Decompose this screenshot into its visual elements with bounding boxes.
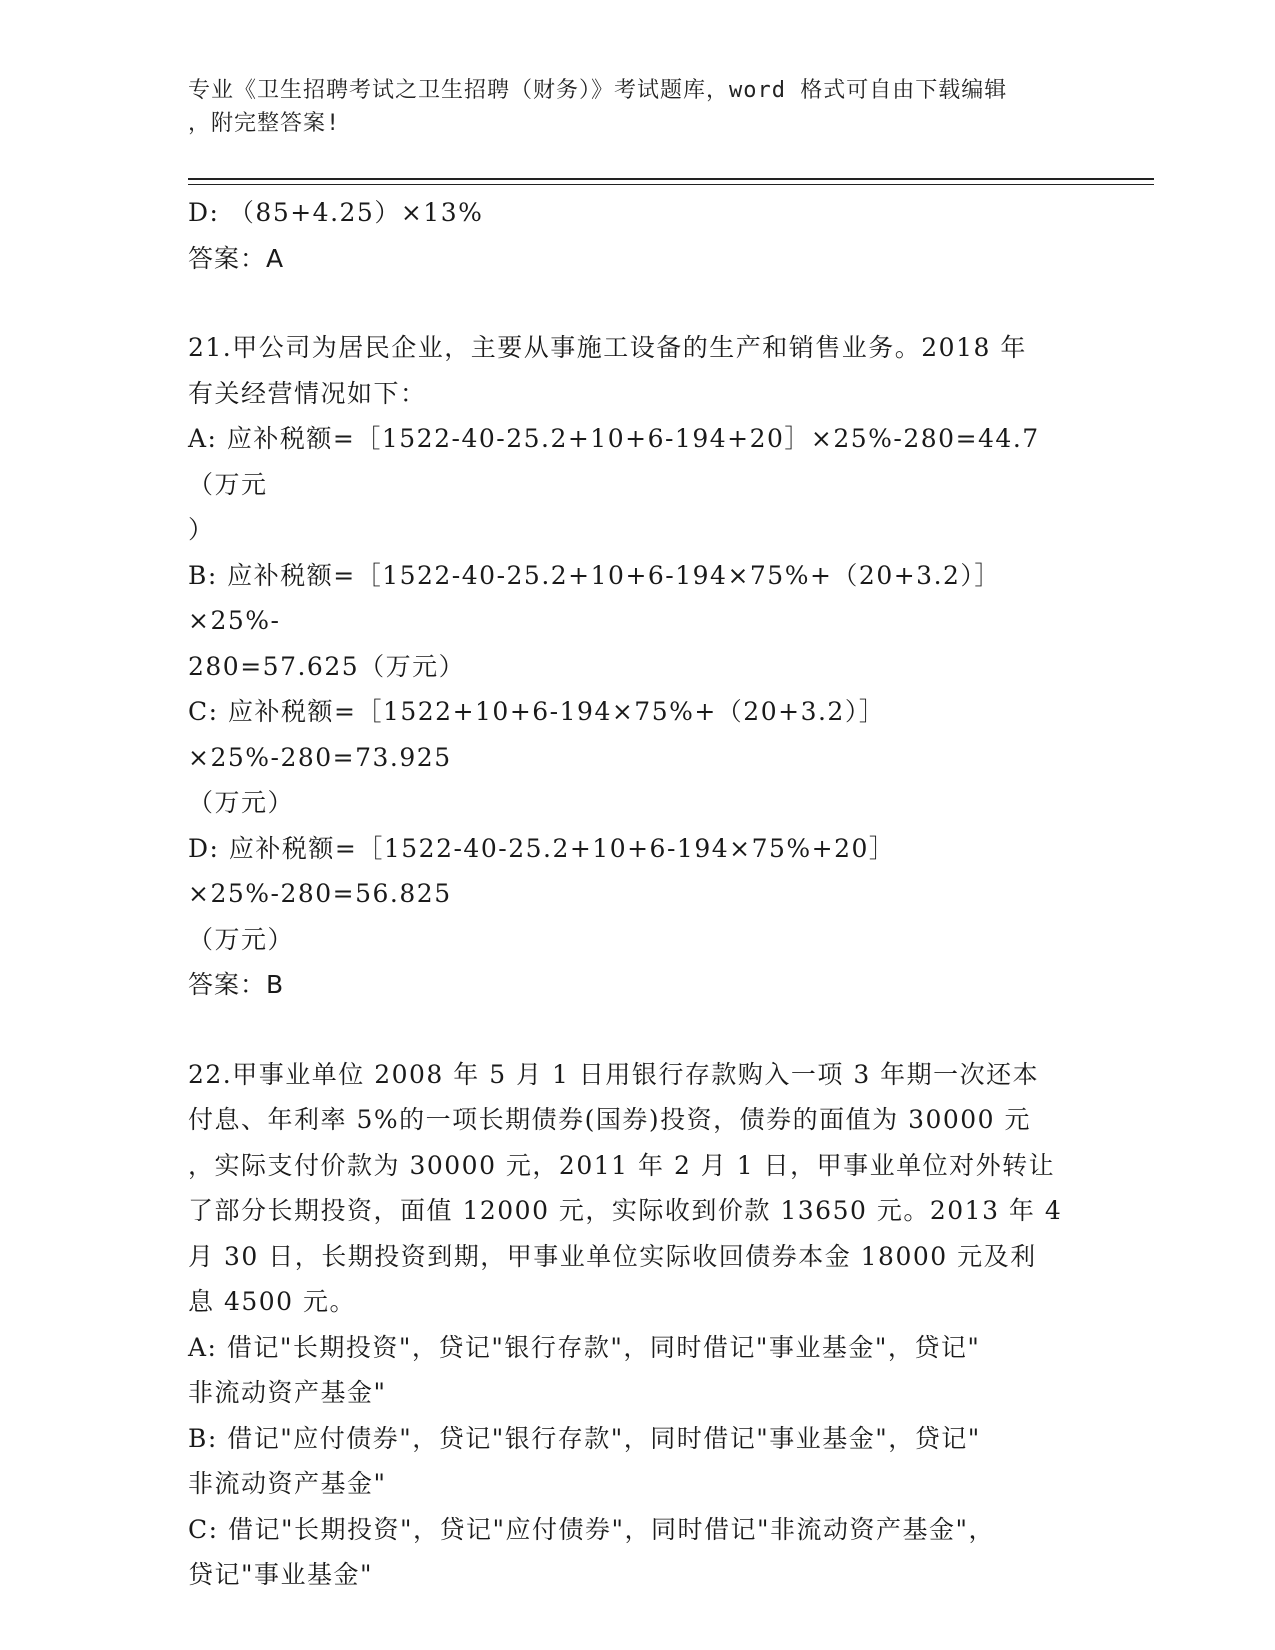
header-divider-thick: [188, 178, 1154, 180]
q21-option-c-line-1: C: 应补税额=［1522+10+6-194×75%+（20+3.2）］×25%-280=73.925: [188, 697, 886, 772]
prev-answer: 答案：A: [188, 243, 285, 273]
q21-answer: 答案：B: [188, 970, 285, 999]
q21-option-d-line-2: （万元）: [188, 924, 295, 954]
header-line-2: ，附完整答案!: [188, 111, 341, 136]
q21-option-b-line-2: 280=57.625（万元）: [188, 651, 466, 681]
q22-stem-line-4: 了部分长期投资，面值 12000 元，实际收到价款 13650 元。2013 年 4: [188, 1196, 1063, 1225]
q22-option-b-line-2: 非流动资产基金": [188, 1469, 387, 1498]
prev-option-d: D: （85+4.25）×13%: [188, 198, 484, 227]
document-header: [188, 74, 1068, 140]
q22-option-c-line-2: 贷记"事业基金": [188, 1560, 373, 1589]
q22-stem-line-2: 付息、年利率 5%的一项长期债券(国券)投资，债券的面值为 30000 元: [188, 1105, 1032, 1134]
header-line-1: 专业《卫生招聘考试之卫生招聘（财务）》考试题库，word 格式可自由下载编辑: [188, 78, 1008, 103]
q21-option-c-line-2: （万元）: [188, 788, 295, 817]
q22-stem-line-1: 22.甲事业单位 2008 年 5 月 1 日用银行存款购入一项 3 年期一次还本: [188, 1059, 1040, 1089]
q22-option-b-line-1: B: 借记"应付债券"，贷记"银行存款"，同时借记"事业基金"，贷记": [188, 1423, 981, 1453]
q22-option-a-line-1: A: 借记"长期投资"，贷记"银行存款"，同时借记"事业基金"，贷记": [188, 1332, 981, 1362]
q21-option-d-line-1: D: 应补税额=［1522-40-25.2+10+6-194×75%+20］×25%-280=56.825: [188, 833, 896, 908]
q22-option-a-line-2: 非流动资产基金": [188, 1378, 387, 1407]
q22-stem-line-6: 息 4500 元。: [188, 1287, 357, 1316]
spacer: [188, 281, 1088, 325]
q21-stem-line-2: 有关经营情况如下：: [188, 378, 427, 408]
q21-stem-line-1: 21.甲公司为居民企业，主要从事施工设备的生产和销售业务。2018 年: [188, 333, 1027, 362]
q22-option-c-line-1: C: 借记"长期投资"，贷记"应付债券"，同时借记"非流动资产基金"，: [188, 1514, 995, 1544]
header-divider-thin: [188, 184, 1154, 185]
q22-stem-line-3: ，实际支付价款为 30000 元，2011 年 2 月 1 日，甲事业单位对外转让: [188, 1150, 1056, 1180]
q22-stem-line-5: 月 30 日，长期投资到期，甲事业单位实际收回债券本金 18000 元及利: [188, 1241, 1037, 1271]
spacer: [188, 1008, 1088, 1052]
q21-option-a-line-2: ）: [188, 515, 215, 544]
document-body: [188, 190, 1088, 1598]
q21-option-a-line-1: A: 应补税额=［1522-40-25.2+10+6-194+20］×25%-280=44.7（万元: [188, 424, 1040, 499]
q21-option-b-line-1: B: 应补税额=［1522-40-25.2+10+6-194×75%+（20+3.2）］×25%-: [188, 560, 1001, 635]
